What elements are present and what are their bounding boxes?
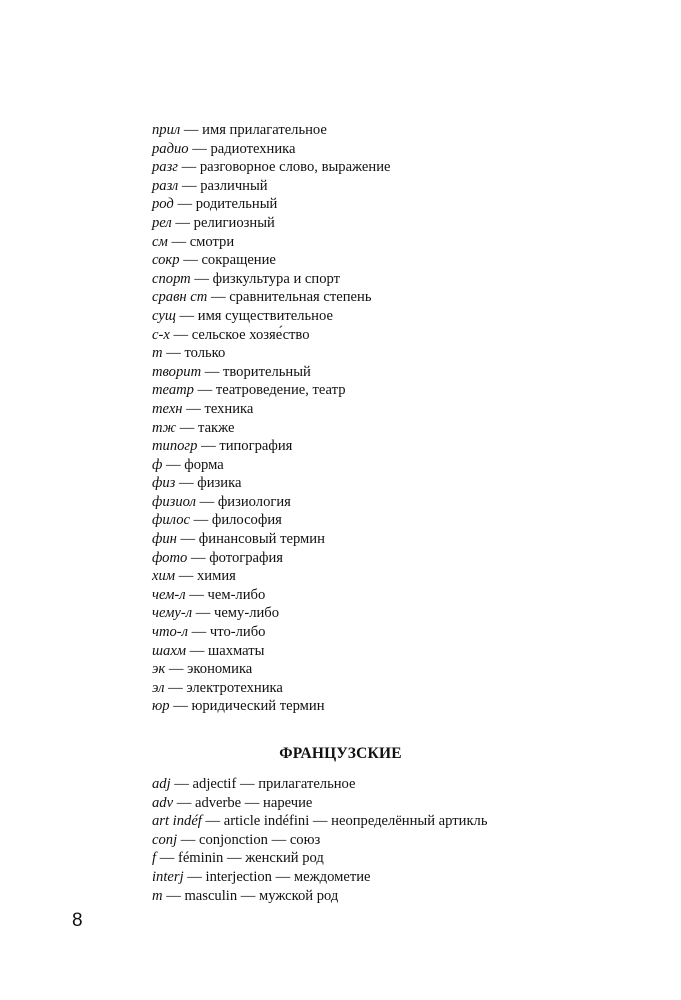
abbreviation: род: [152, 196, 174, 213]
abbreviation: сравн ст: [152, 289, 208, 306]
list-item: [152, 530, 391, 549]
separator: —: [207, 289, 230, 306]
separator: —: [156, 850, 178, 867]
list-item: [152, 511, 391, 530]
meaning: творительный: [223, 363, 311, 380]
abbreviation: adj: [152, 776, 171, 792]
meaning: смотри: [189, 233, 235, 250]
separator: —: [192, 605, 214, 622]
list-item: [152, 642, 391, 661]
separator: —: [189, 512, 212, 529]
abbreviation: юр: [152, 698, 170, 715]
list-item: [152, 121, 391, 140]
abbreviation: сокр: [152, 252, 180, 269]
separator: —: [182, 400, 205, 417]
list-item: [152, 679, 391, 698]
separator: —: [195, 493, 218, 510]
list-item: [152, 400, 391, 419]
separator: —: [201, 363, 224, 380]
separator: —: [193, 382, 216, 399]
separator: —: [178, 177, 201, 194]
abbreviation: прил: [152, 122, 181, 138]
separator: —: [167, 233, 190, 250]
separator: —: [197, 438, 220, 455]
abbreviation: сущ: [152, 307, 176, 324]
list-item: [152, 344, 391, 363]
abbreviation: творит: [152, 363, 202, 380]
separator: —: [188, 624, 210, 641]
separator: —: [175, 568, 197, 585]
list-item: [152, 419, 391, 438]
meaning: разговорное слово, выражение: [199, 159, 391, 176]
abbreviation: эк: [152, 661, 166, 678]
meaning: masculin — мужской род: [184, 887, 339, 904]
separator: —: [176, 419, 199, 436]
abbreviation: шахм: [152, 642, 187, 659]
list-item: [152, 381, 391, 400]
meaning: article indéfini — неопределённый артикль: [223, 813, 488, 830]
list-item: [152, 233, 391, 252]
list-item: [152, 812, 487, 831]
separator: —: [169, 326, 192, 343]
meaning: физика: [197, 475, 242, 492]
list-item: [152, 831, 487, 850]
page-number: 8: [72, 910, 83, 931]
abbreviation: радио: [152, 140, 189, 157]
meaning: имя существительное: [197, 307, 333, 324]
separator: —: [169, 698, 192, 715]
abbreviation: техн: [152, 400, 183, 417]
list-item: [152, 251, 391, 270]
meaning: чем-либо: [207, 586, 266, 603]
abbreviation: физ: [152, 475, 176, 492]
abbreviation: типогр: [152, 438, 198, 455]
separator: —: [177, 159, 200, 176]
list-item: [152, 326, 391, 345]
meaning: adverbe — наречие: [194, 794, 313, 811]
separator: —: [186, 642, 208, 659]
separator: —: [183, 868, 206, 885]
meaning: шахматы: [208, 642, 265, 659]
meaning: féminin — женский род: [177, 850, 324, 867]
abbreviation: что-л: [152, 624, 189, 641]
separator: —: [171, 214, 194, 231]
list-item: [152, 140, 391, 159]
separator: —: [162, 456, 185, 473]
meaning: физиология: [217, 493, 291, 510]
list-item: [152, 288, 391, 307]
abbreviation: чему-л: [152, 605, 193, 622]
meaning: финансовый термин: [198, 531, 325, 548]
list-item: [152, 849, 487, 868]
abbreviation: f: [152, 850, 157, 867]
abbreviation: театр: [152, 382, 194, 399]
abbreviation: спорт: [152, 270, 191, 287]
separator: —: [175, 307, 198, 324]
abbreviation: ф: [152, 456, 163, 473]
list-item: [152, 214, 391, 233]
meaning: театроведение, театр: [215, 382, 346, 399]
abbreviation: разг: [152, 159, 178, 176]
list-item: [152, 567, 391, 586]
list-item: [152, 437, 391, 456]
meaning: религиозный: [193, 214, 275, 231]
list-item: [152, 474, 391, 493]
abbreviation: с-х: [152, 326, 170, 343]
abbreviation: adv: [152, 794, 174, 811]
meaning: сравнительная степень: [229, 289, 372, 306]
separator: —: [188, 140, 211, 157]
list-item: [152, 794, 487, 813]
abbreviation: conj: [152, 831, 178, 848]
meaning: conjonction — союз: [199, 831, 321, 848]
separator: —: [177, 831, 200, 848]
abbreviation: фото: [152, 549, 188, 566]
meaning: экономика: [187, 661, 253, 678]
separator: —: [173, 196, 196, 213]
abbreviation: филос: [152, 512, 190, 529]
list-item: [152, 270, 391, 289]
meaning: имя прилагательное: [202, 122, 327, 138]
meaning: сокращение: [201, 252, 276, 269]
french-abbreviations-list: [152, 775, 487, 905]
meaning: что-либо: [209, 624, 266, 641]
meaning: радиотехника: [210, 140, 296, 157]
abbreviation: m: [152, 887, 163, 904]
separator: —: [187, 549, 210, 566]
abbreviation: т: [152, 345, 163, 362]
list-item: [152, 623, 391, 642]
abbreviation: фин: [152, 531, 177, 548]
separator: —: [190, 270, 213, 287]
meaning: форма: [184, 456, 224, 473]
separator: —: [201, 813, 224, 830]
separator: —: [164, 679, 187, 696]
list-item: [152, 195, 391, 214]
list-item: [152, 604, 391, 623]
separator: —: [162, 887, 185, 904]
abbreviation: хим: [152, 568, 176, 585]
meaning: типография: [219, 438, 293, 455]
separator: —: [185, 586, 208, 603]
list-item: [152, 307, 391, 326]
meaning: adjectif — прилагательное: [192, 776, 356, 792]
meaning: чему-либо: [213, 605, 280, 622]
abbreviation: чем-л: [152, 586, 186, 603]
separator: —: [170, 776, 193, 792]
abbreviation: рел: [152, 214, 172, 231]
meaning: родительный: [195, 196, 278, 213]
list-item: [152, 660, 391, 679]
list-item: [152, 887, 487, 906]
separator: —: [180, 122, 203, 138]
list-item: [152, 586, 391, 605]
meaning: философия: [211, 512, 282, 529]
meaning: только: [184, 345, 226, 362]
meaning: физкультура и спорт: [212, 270, 340, 287]
list-item: [152, 177, 391, 196]
abbreviation: art indéf: [152, 813, 202, 830]
abbreviation: эл: [152, 679, 165, 696]
separator: —: [175, 475, 198, 492]
separator: —: [173, 794, 195, 811]
meaning: химия: [196, 568, 236, 585]
abbreviation: interj: [152, 868, 184, 885]
meaning: interjection — междометие: [205, 868, 371, 885]
separator: —: [176, 531, 199, 548]
abbreviation: физиол: [152, 493, 196, 510]
separator: —: [162, 345, 185, 362]
abbreviation: см: [152, 233, 168, 250]
list-item: [152, 456, 391, 475]
meaning: также: [198, 419, 235, 436]
list-item: [152, 775, 487, 794]
meaning: фотография: [209, 549, 283, 566]
list-item: [152, 697, 391, 716]
meaning: электротехника: [186, 679, 283, 696]
list-item: [152, 363, 391, 382]
russian-abbreviations-list: [152, 121, 391, 716]
abbreviation: тж: [152, 419, 177, 436]
meaning: различный: [200, 177, 268, 194]
separator: —: [165, 661, 188, 678]
list-item: [152, 868, 487, 887]
separator: —: [179, 252, 202, 269]
list-item: [152, 158, 391, 177]
list-item: [152, 493, 391, 512]
abbreviation: разл: [152, 177, 179, 194]
list-item: [152, 549, 391, 568]
meaning: техника: [204, 400, 254, 417]
meaning: юридический термин: [191, 698, 325, 715]
meaning: сельское хозяе́ство: [191, 326, 310, 343]
section-heading-french: ФРАНЦУЗСКИЕ: [279, 745, 402, 762]
